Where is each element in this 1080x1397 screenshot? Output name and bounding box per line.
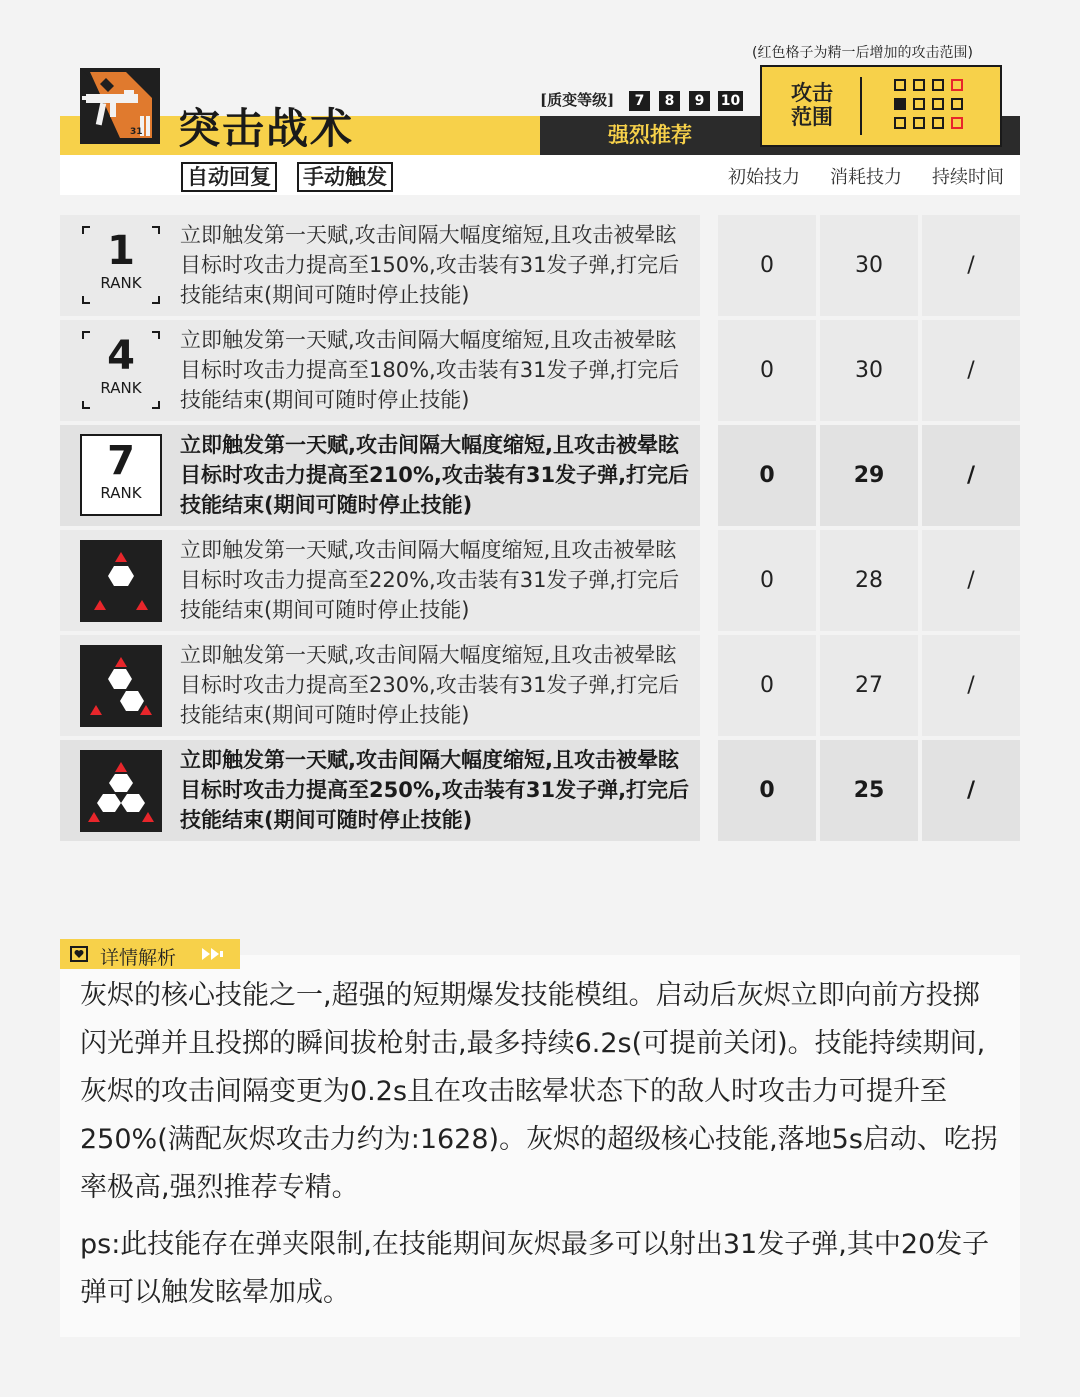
rank-badge-boxed: [80, 434, 162, 516]
range-cell: [894, 117, 906, 129]
mastery-level-9: 9: [689, 91, 710, 111]
analysis-paragraph: 灰烬的核心技能之一,超强的短期爆发技能模组。启动后灰烬立即向前方投掷闪光弹并且投掷的瞬间拔枪射击,最多持续6.2s(可提前关闭)。技能持续期间,灰烬的攻击间隔变更为0.2s且在攻击眩晕状态下的敌人时攻击力可提升至250%(满配灰烬攻击力约为:1628)。灰烬的超级核心技能,落地5s启动、吃拐率极高,强烈推荐专精。: [80, 980, 998, 1203]
col-initial-sp: 初始技力: [728, 167, 800, 188]
range-cell: [932, 98, 944, 110]
skill-description: 立即触发第一天赋,攻击间隔大幅度缩短,且攻击被晕眩目标时攻击力提高至150%,攻击装有31发子弹,打完后技能结束(期间可随时停止技能): [180, 223, 680, 307]
tag-manual-trigger: 手动触发: [297, 162, 393, 192]
rank-badge: [80, 329, 162, 411]
tag-auto-recover: 自动回复: [181, 162, 277, 192]
mastery-label-text: 质变等级: [547, 91, 608, 109]
initial-sp-value: 0: [718, 320, 816, 421]
skill-description: 立即触发第一天赋,攻击间隔大幅度缩短,且攻击被晕眩目标时攻击力提高至210%,攻击装有31发子弹,打完后技能结束(期间可随时停止技能): [180, 433, 690, 517]
range-cell-elite: [951, 79, 963, 91]
skill-description: 立即触发第一天赋,攻击间隔大幅度缩短,且攻击被晕眩目标时攻击力提高至220%,攻击装有31发子弹,打完后技能结束(期间可随时停止技能): [180, 538, 680, 622]
attack-range-grid: [894, 79, 970, 131]
duration-value: /: [922, 215, 1020, 316]
range-cell-self: [894, 98, 906, 110]
range-cell: [932, 117, 944, 129]
range-cell: [913, 98, 925, 110]
initial-sp-value: 0: [718, 425, 816, 526]
mastery-2-icon: [80, 645, 162, 727]
range-cell: [894, 79, 906, 91]
range-cell: [932, 79, 944, 91]
cost-sp-value: 25: [820, 740, 918, 841]
analysis-title: 详情解析: [100, 947, 177, 969]
range-label-line1: 攻击: [791, 81, 833, 105]
rank-number: 1: [107, 228, 135, 274]
rank-number: 4: [107, 333, 135, 379]
cost-sp-value: 28: [820, 530, 918, 631]
initial-sp-value: 0: [718, 215, 816, 316]
cost-sp-value: 30: [820, 215, 918, 316]
range-cell: [913, 117, 925, 129]
analysis-tab: [60, 939, 240, 969]
heart-icon: [70, 946, 88, 962]
mastery-label: [540, 89, 614, 110]
bracket-right: ]: [607, 91, 615, 109]
skill-description: 立即触发第一天赋,攻击间隔大幅度缩短,且攻击被晕眩目标时攻击力提高至180%,攻击装有31发子弹,打完后技能结束(期间可随时停止技能): [180, 328, 680, 412]
icon-number: 31: [130, 127, 143, 137]
attack-range-label: [782, 81, 842, 129]
mastery-3-icon: [80, 750, 162, 832]
range-label-line2: 范围: [791, 105, 833, 129]
skill-icon: [80, 68, 160, 144]
range-divider: [860, 77, 862, 135]
cost-sp-value: 30: [820, 320, 918, 421]
mastery-level-8: 8: [659, 91, 680, 111]
skill-description: 立即触发第一天赋,攻击间隔大幅度缩短,且攻击被晕眩目标时攻击力提高至250%,攻击装有31发子弹,打完后技能结束(期间可随时停止技能): [180, 748, 690, 832]
rank-word: RANK: [100, 484, 142, 502]
cost-sp-value: 29: [820, 425, 918, 526]
range-note: (红色格子为精一后增加的攻击范围): [752, 45, 973, 61]
cost-sp-value: 27: [820, 635, 918, 736]
duration-value: /: [922, 320, 1020, 421]
bracket-left: [: [540, 91, 548, 109]
arrow-right-icon: [202, 948, 224, 960]
skill-description: 立即触发第一天赋,攻击间隔大幅度缩短,且攻击被晕眩目标时攻击力提高至230%,攻击装有31发子弹,打完后技能结束(期间可随时停止技能): [180, 643, 680, 727]
range-cell-elite: [951, 117, 963, 129]
duration-value: /: [922, 635, 1020, 736]
analysis-ps: ps:此技能存在弹夹限制,在技能期间灰烬最多可以射出31发子弹,其中20发子弹可以触发眩晕加成。: [80, 1229, 990, 1308]
col-cost-sp: 消耗技力: [830, 167, 902, 188]
skill-title: 突击战术: [178, 104, 355, 153]
mastery-level-10: 10: [718, 91, 743, 111]
recommend-label: 强烈推荐: [608, 123, 692, 147]
initial-sp-value: 0: [718, 530, 816, 631]
rank-word: RANK: [100, 379, 142, 397]
duration-value: /: [922, 425, 1020, 526]
duration-value: /: [922, 530, 1020, 631]
mastery-level-7: 7: [629, 91, 650, 111]
initial-sp-value: 0: [718, 740, 816, 841]
range-cell: [951, 98, 963, 110]
rank-badge: [80, 224, 162, 306]
attack-range-panel: [760, 65, 1002, 147]
mastery-1-icon: [80, 540, 162, 622]
duration-value: /: [922, 740, 1020, 841]
col-duration: 持续时间: [932, 167, 1004, 188]
initial-sp-value: 0: [718, 635, 816, 736]
rank-number: 7: [107, 438, 135, 484]
range-cell: [913, 79, 925, 91]
rank-word: RANK: [100, 274, 142, 292]
